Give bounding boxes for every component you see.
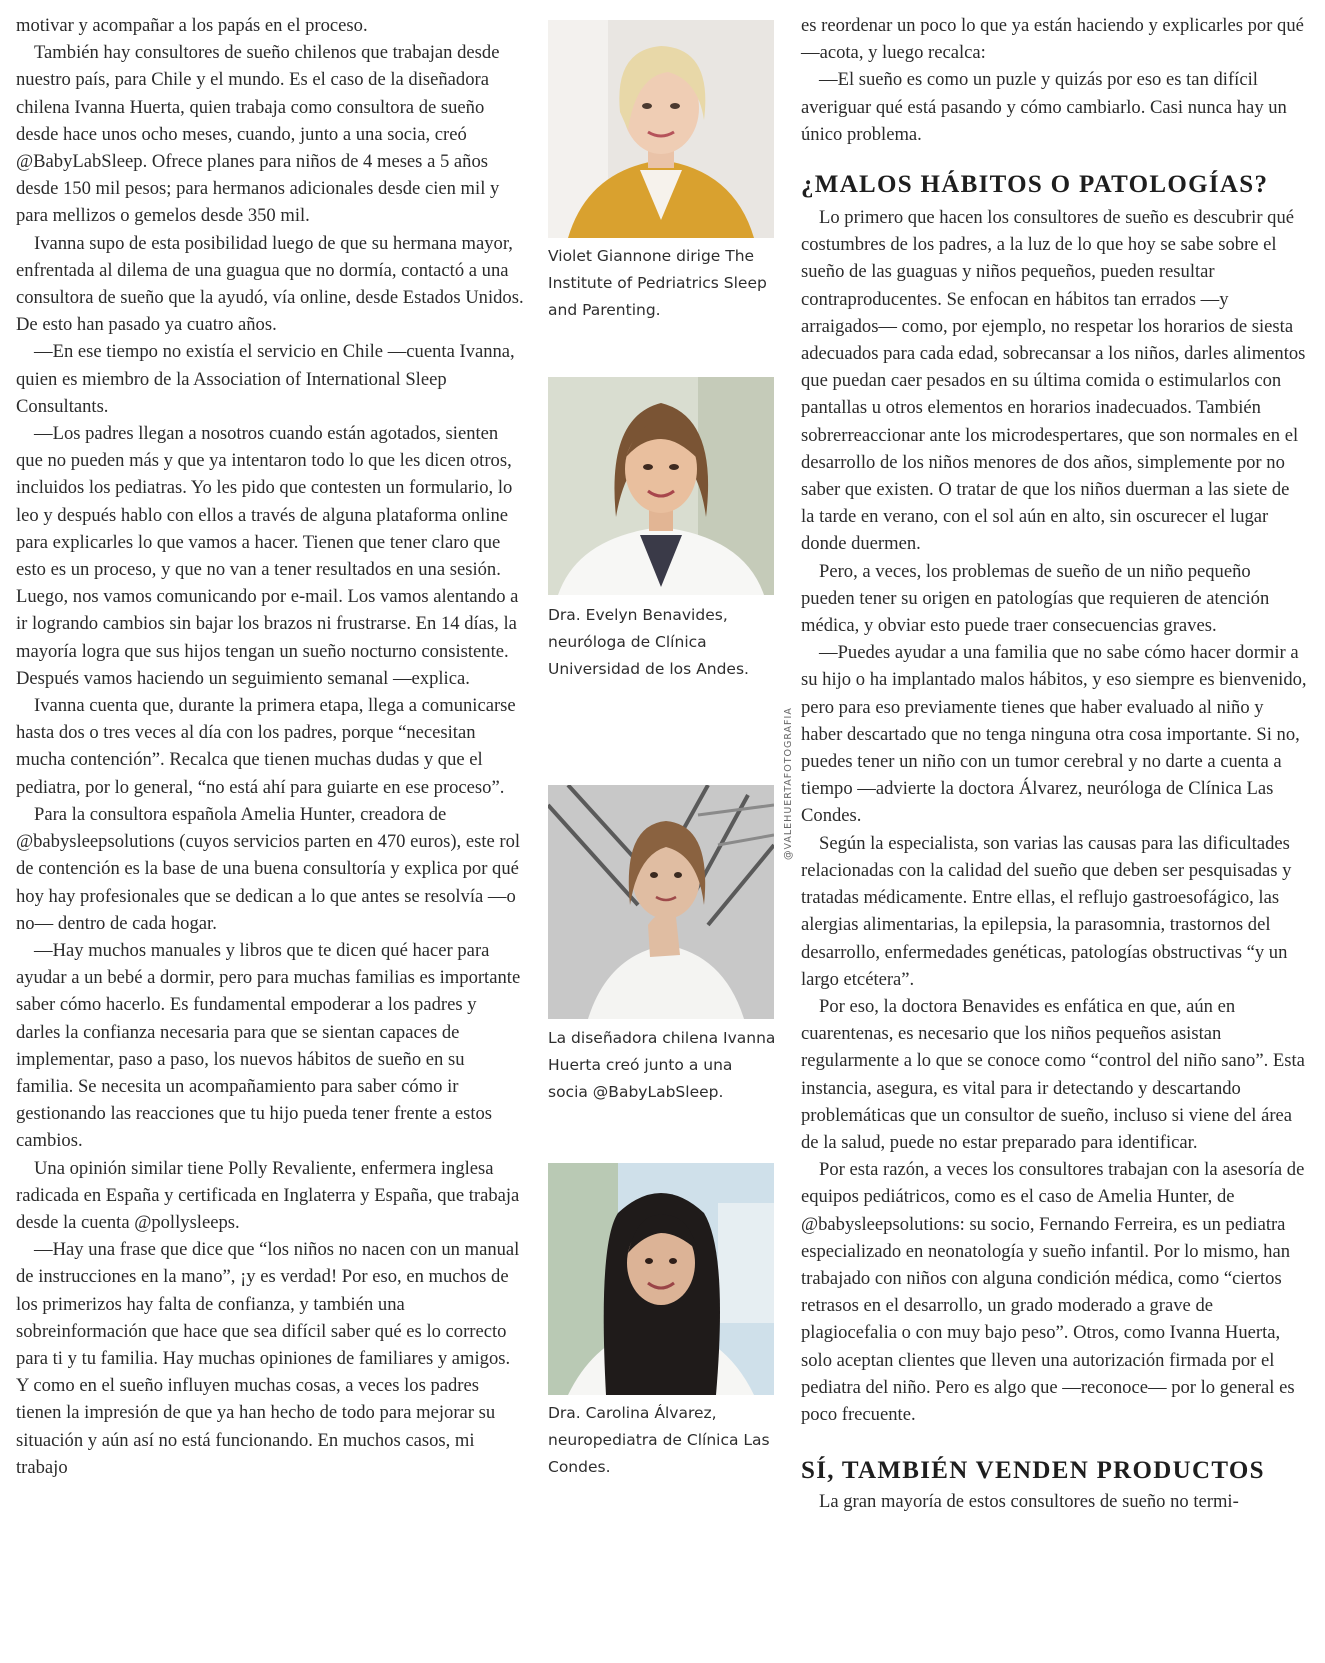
photo-caption: La diseñadora chilena Ivanna Huerta creó junto a una socia @BabyLabSleep. xyxy=(548,1029,776,1101)
paragraph: Para la consultora española Amelia Hunter, creadora de @babysleepsolutions (cuyos servicios parten en 470 euros), este rol de contención es la base de una buena consultoría y explica por qué hoy hay profesionales que se dedican a lo que antes se resolvía —o no— dentro de cada hogar. xyxy=(16,803,521,934)
portrait-dark-haired-woman-icon xyxy=(548,1163,774,1395)
article-column-left xyxy=(16,12,524,1481)
portrait-woman-hand-on-chin-icon xyxy=(548,785,774,1019)
paragraph: Lo primero que hacen los consultores de sueño es descubrir qué costumbres de los padres, a la luz de lo que hoy se sabe sobre el sueño de las guaguas y niños pequeños, pueden resultar contraproducentes. Se enfocan en hábitos tan errados —y arraigados— como, por ejemplo, no respetar los horarios de siesta adecuados para cada edad, sobrecansar a los niños, darles alimentos que puedan caer pesados en su última comida o estimularlos con pantallas u otros elementos en horarios inadecuados. También sobrerreaccionar ante los microdespertares, que son normales en el desarrollo de los niños menores de dos años, simplemente por no saber que existen. O tratar de que los niños duerman a las siete de la tarde en verano, con el sol aún en alto, sin oscurecer el lugar donde duermen. xyxy=(801,207,1306,555)
paragraph: —Puedes ayudar a una familia que no sabe cómo hacer dormir a su hijo o ha implantado malos hábitos, y eso siempre es bienvenido, pero para eso previamente tienes que haber evaluado al niño y haber descartado que no tenga ninguna otra cosa importante. Si no, puedes tener un niño con un tumor cerebral y no darte a cuenta a tiempo —advierte la doctora Álvarez, neuróloga de Clínica Las Condes. xyxy=(801,642,1307,827)
photo-caption: Dra. Evelyn Benavides, neuróloga de Clínica Universidad de los Andes. xyxy=(548,606,749,678)
article-column-right xyxy=(801,12,1307,1515)
photo-caption: Violet Giannone dirige The Institute of Pedriatrics Sleep and Parenting. xyxy=(548,247,767,319)
paragraph: También hay consultores de sueño chilenos que trabajan desde nuestro país, para Chile y el mundo. Es el caso de la diseñadora chilena Ivanna Huerta, quien trabaja como consultora de sueño desde hace unos ocho meses, cuando, junto a una socia, creó @BabyLabSleep. Ofrece planes para niños de 4 meses a 5 años desde 150 mil pesos; para hermanos adicionales desde cien mil y para mellizos o gemelos desde 350 mil. xyxy=(16,42,500,227)
paragraph: Según la especialista, son varias las causas para las dificultades relacionadas con la calidad del sueño que deben ser pesquisadas y tratadas médicamente. Entre ellas, el reflujo gastroesofágico, las alergias alimentarias, la epilepsia, la parasomnia, trastornos del desarrollo, enfermedades genéticas, patologías obstructivas “y un largo etcétera”. xyxy=(801,832,1292,990)
paragraph: Ivanna cuenta que, durante la primera etapa, llega a comunicarse hasta dos o tres veces al día con los padres, porque “necesitan mucha contención”. Recalca que tienen muchas dudas y que el pediatra, por lo general, “no está ahí para guiarte en ese proceso”. xyxy=(16,695,516,798)
paragraph: Ivanna supo de esta posibilidad luego de que su hermana mayor, enfrentada al dilema de una guagua que no dormía, contactó a una consultora de sueño que la ayudó, vía online, desde Estados Unidos. De esto han pasado ya cuatro años. xyxy=(16,232,524,336)
paragraph: Pero, a veces, los problemas de sueño de un niño pequeño pueden tener su origen en patologías que requieren de atención médica, y obviar esto puede traer consecuencias graves. xyxy=(801,560,1270,637)
paragraph: es reordenar un poco lo que ya están haciendo y explicarles por qué —acota, y luego recalca: xyxy=(801,15,1304,64)
paragraph: —Los padres llegan a nosotros cuando están agotados, sienten que no pueden más y que ya intentaron todo lo que les dicen otros, incluidos los pediatras. Yo les pido que contesten un formulario, lo leo y después hablo con ellos a través de alguna plataforma online para explicarles lo que vamos a hacer. Tienen que tener claro que esto es un proceso, y que no van a tener resultados en una sesión. Luego, nos vamos comunicando por e-mail. Los vamos alentando a ir logrando cambios sin bajar los brazos ni frustrarse. En 14 días, la mayoría logra que sus hijos tengan un sueño nocturno consistente. Después vamos haciendo un seguimiento semanal —explica. xyxy=(16,423,519,689)
photo-credit: @VALEHUERTAFOTOGRAFIA xyxy=(783,707,794,860)
paragraph: —Hay una frase que dice que “los niños no nacen con un manual de instrucciones en la mano”, ¡y es verdad! Por eso, en muchos de los primerizos hay falta de confianza, y también una sobreinformación que hace que sea difícil saber qué es lo correcto para ti y tu familia. Hay muchas opiniones de familiares y amigos. Y como en el sueño influyen muchas cosas, a veces los padres tienen la impresión de que ya han hecho de todo para mejorar su situación y aún así no está funcionando. En muchos casos, mi trabajo xyxy=(16,1239,520,1478)
paragraph: Por esta razón, a veces los consultores trabajan con la asesoría de equipos pediátricos, como es el caso de Amelia Hunter, de @babysleepsolutions: su socio, Fernando Ferreira, es un pediatra especializado en neonatología y sueño infantil. Por lo mismo, han trabajado con niños con alguna condición médica, como “ciertos retrasos en el desarrollo, un grado moderado a grave de plagiocefalia o con muy bajo peso”. Otros, como Ivanna Huerta, solo aceptan clientes que lleven una autorización firmada por el pediatra del niño. Pero es algo que —reconoce— por lo general es poco frecuente. xyxy=(801,1159,1305,1425)
paragraph: —El sueño es como un puzle y quizás por eso es tan difícil averiguar qué está pasando y cómo cambiarlo. Casi nunca hay un único problema. xyxy=(801,69,1287,145)
portrait-woman-white-coat-icon xyxy=(548,377,774,595)
paragraph: Por eso, la doctora Benavides es enfática en que, aún en cuarentenas, es necesario que los niños pequeños asistan regularmente a lo que se conoce como “control del niño sano”. Esta instancia, asegura, es vital para ir detectando y descartando problemáticas que un consultor de sueño, incluso si viene del área de la salud, puede no estar preparado para identificar. xyxy=(801,995,1305,1153)
section-heading: SÍ, TAMBIÉN VENDEN PRODUCTOS xyxy=(801,1457,1265,1485)
paragraph: La gran mayoría de estos consultores de sueño no termi- xyxy=(819,1491,1239,1513)
section-heading: ¿MALOS HÁBITOS O PATOLOGÍAS? xyxy=(801,171,1269,199)
paragraph: —Hay muchos manuales y libros que te dicen qué hacer para ayudar a un bebé a dormir, pero para muchas familias es importante saber cómo hacerlo. Es fundamental empoderar a los padres y darles la confianza necesaria para que se sientan capaces de implementar, paso a paso, los nuevos hábitos de sueño en su familia. Se necesita un acompañamiento para saber cómo ir gestionando las reacciones que tu hijo pueda tener frente a estos cambios. xyxy=(16,939,521,1152)
paragraph: motivar y acompañar a los papás en el proceso. xyxy=(16,15,368,36)
photo-caption: Dra. Carolina Álvarez, neuropediatra de Clínica Las Condes. xyxy=(548,1404,770,1476)
paragraph: Una opinión similar tiene Polly Revaliente, enfermera inglesa radicada en España y certificada en Inglaterra y España, que trabaja desde la cuenta @pollysleeps. xyxy=(16,1157,520,1233)
portrait-blonde-woman-yellow-jacket-icon xyxy=(548,20,774,238)
paragraph: —En ese tiempo no existía el servicio en Chile —cuenta Ivanna, quien es miembro de la Association of International Sleep Consultants. xyxy=(16,341,515,417)
